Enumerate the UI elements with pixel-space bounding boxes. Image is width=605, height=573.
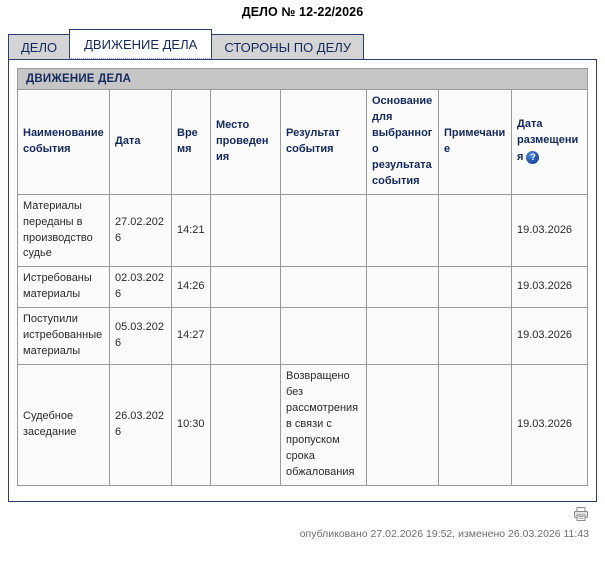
cell-basis [367,194,439,267]
table-row [18,194,588,267]
cell-date: 27.02.2026 [110,194,172,267]
tab-bar [0,29,605,59]
cell-place [211,308,281,365]
cell-note [439,365,512,486]
cell-date: 26.03.2026 [110,365,172,486]
cell-published: 19.03.2026 [512,365,588,486]
section-header: ДВИЖЕНИЕ ДЕЛА [17,68,588,89]
content-panel [8,59,597,502]
cell-published: 19.03.2026 [512,267,588,308]
footer [8,506,597,540]
cell-note [439,194,512,267]
cell-published: 19.03.2026 [512,194,588,267]
cell-result [281,267,367,308]
table-row [18,365,588,486]
cell-time: 14:26 [172,267,211,308]
cell-time: 14:21 [172,194,211,267]
table-row [18,267,588,308]
page-title: ДЕЛО № 12-22/2026 [241,5,364,19]
help-icon[interactable]: ? [526,151,539,164]
cell-basis [367,267,439,308]
column-header-published-label: Дата размещения [517,118,579,164]
column-header-result: Результат события [281,90,367,195]
cell-note [439,308,512,365]
column-header-time: Время [172,90,211,195]
cell-basis [367,365,439,486]
cell-basis [367,308,439,365]
cell-time: 10:30 [172,365,211,486]
tab-storony-po-delu[interactable]: СТОРОНЫ ПО ДЕЛУ [211,34,364,59]
cell-result [281,194,367,267]
cell-event: Материалы переданы в производство судье [18,194,110,267]
column-header-note: Примечание [439,90,512,195]
cell-event: Поступили истребованные материалы [18,308,110,365]
column-header-event: Наименование события [18,90,110,195]
cell-place [211,267,281,308]
tab-delo[interactable]: ДЕЛО [8,34,70,59]
publication-info: опубликовано 27.02.2026 19:52, изменено 26.03.2026 11:43 [299,528,589,540]
cell-time: 14:27 [172,308,211,365]
column-header-published [512,90,588,195]
table-row [18,308,588,365]
cell-date: 02.03.2026 [110,267,172,308]
cell-event: Судебное заседание [18,365,110,486]
cell-published: 19.03.2026 [512,308,588,365]
print-icon[interactable] [573,506,589,525]
column-header-basis: Основание для выбранного результата события [367,90,439,195]
cell-place [211,194,281,267]
column-header-place: Место проведения [211,90,281,195]
cell-result [281,308,367,365]
table-header-row [18,90,588,195]
cell-result: Возвращено без рассмотрения в связи с пропуском срока обжалования [281,365,367,486]
tab-dvizhenie-dela[interactable]: ДВИЖЕНИЕ ДЕЛА [69,29,212,59]
column-header-date: Дата [110,90,172,195]
cell-note [439,267,512,308]
case-movement-table [17,89,588,486]
cell-event: Истребованы материалы [18,267,110,308]
cell-place [211,365,281,486]
cell-date: 05.03.2026 [110,308,172,365]
